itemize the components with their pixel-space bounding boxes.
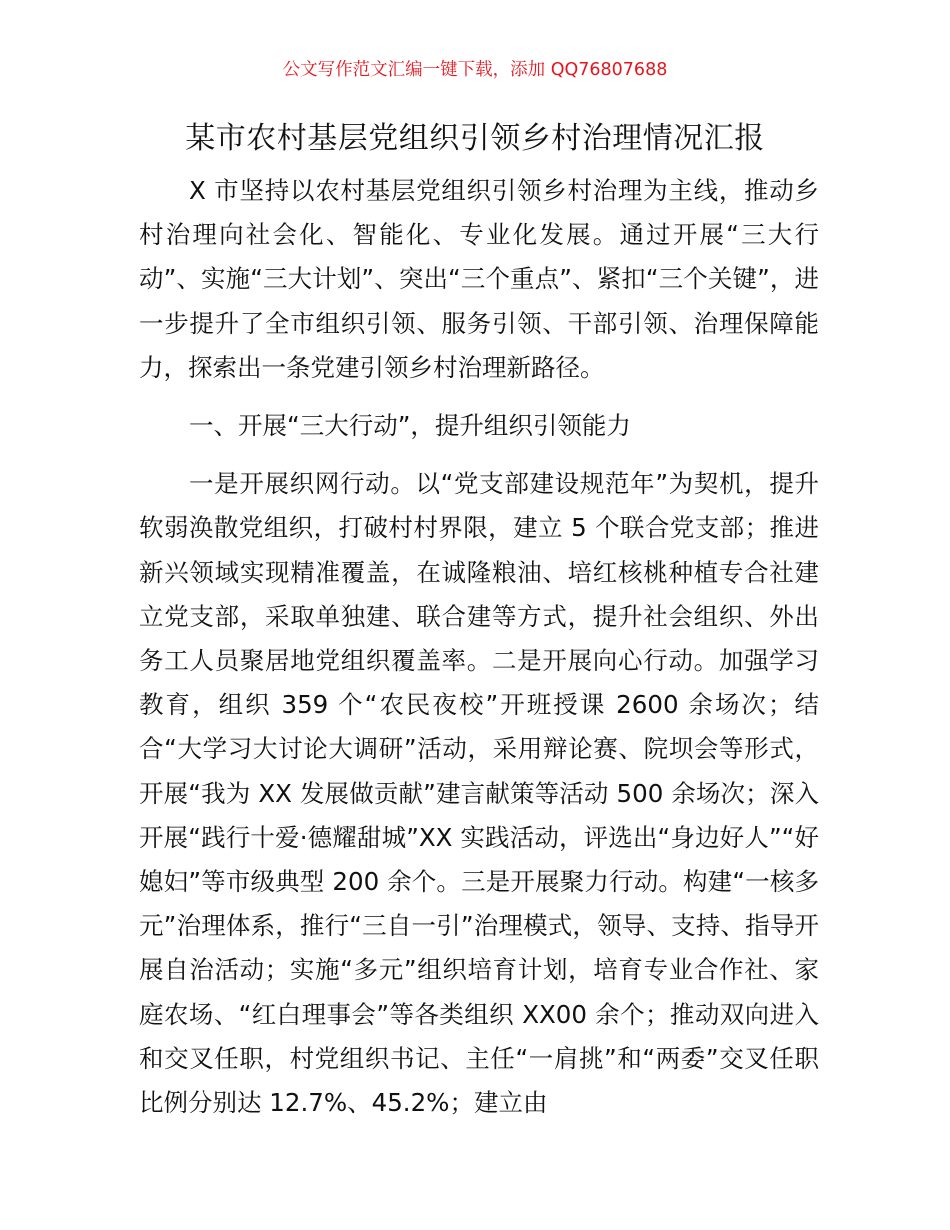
document-title: 某市农村基层党组织引领乡村治理情况汇报 bbox=[185, 121, 765, 156]
download-watermark-banner: 公文写作范文汇编一键下载，添加 QQ76807688 bbox=[282, 60, 668, 80]
intro-paragraph: X 市坚持以农村基层党组织引领乡村治理为主线，推动乡村治理向社会化、智能化、专业化发展。通过开展“三大行动”、实施“三大计划”、突出“三个重点”、紧扣“三个关键”，进一步提升了全市组织引领、服务引领、干部引领、治理保障能力，探索出一条党建引领乡村治理新路径。 bbox=[139, 176, 819, 382]
section-1-paragraph: 一是开展织网行动。以“党支部建设规范年”为契机，提升软弱涣散党组织，打破村村界限，建立 5 个联合党支部；推进新兴领域实现精准覆盖，在诚隆粮油、培红核桃种植专合社建立党支部，采取单独建、联合建等方式，提升社会组织、外出务工人员聚居地党组织覆盖率。二是开展向心行动。加强学习教育，组织 359 个“农民夜校”开班授课 2600 余场次；结合“大学习大讨论大调研”活动，采用辩论赛、院坝会等形式，开展“我为 XX 发展做贡献”建言献策等活动 500 余场次；深入开展“践行十爱·德耀甜城”XX 实践活动，评选出“身边好人”“好媳妇”等市级典型 200 余个。三是开展聚力行动。构建“一核多元”治理体系，推行“三自一引”治理模式，领导、支持、指导开展自治活动；实施“多元”组织培育计划，培育专业合作社、家庭农场、“红白理事会”等各类组织 XX00 余个；推动双向进入和交叉任职，村党组织书记、主任“一肩挑”和“两委”交叉任职比例分别达 12.7%、45.2%；建立由 bbox=[139, 469, 819, 1118]
section-heading-1: 一、开展“三大行动”，提升组织引领能力 bbox=[189, 411, 631, 441]
document-body bbox=[139, 169, 819, 1139]
